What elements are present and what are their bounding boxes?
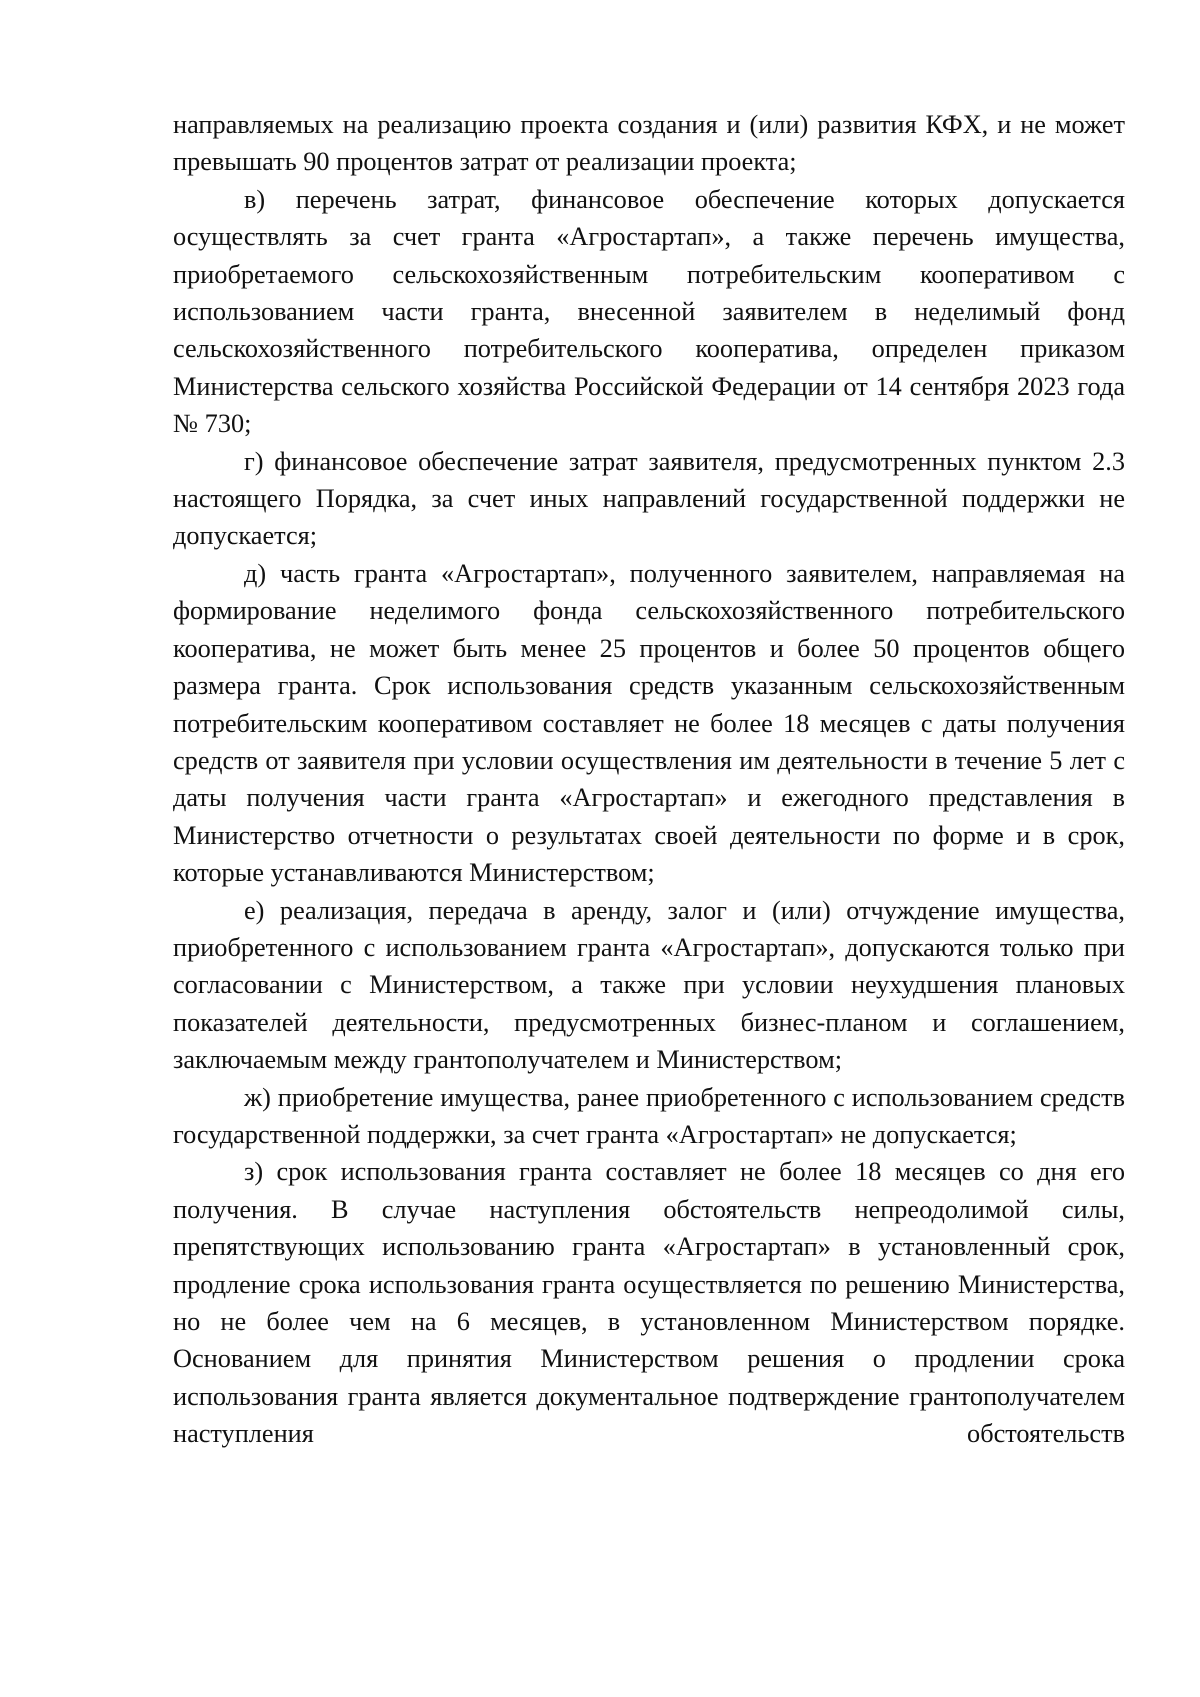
paragraph-item-z: з) срок использования гранта составляет не более 18 месяцев со дня его получения. В случае наступления обстоятельств непреодолимой силы, препятствующих использованию гранта «Агростартап» в установленный срок, продление срока использования гранта осуществляется по решению Министерства, но не более чем на 6 месяцев, в установленном Министерством порядке. Основанием для принятия Министерством решения о продлении срока использования гранта является документальное подтверждение грантополучателем наступления обстоятельств [173, 1157, 1125, 1449]
paragraph-item-v: в) перечень затрат, финансовое обеспечение которых допускается осуществлять за счет гранта «Агростартап», а также перечень имущества, приобретаемого сельскохозяйственным потребительским кооперативом с использованием части гранта, внесенной заявителем в неделимый фонд сельскохозяйственного потребительского кооператива, определен приказом Министерства сельского хозяйства Российской Федерации от 14 сентября 2023 года № 730; [173, 184, 1125, 439]
paragraph-item-e: е) реализация, передача в аренду, залог и (или) отчуждение имущества, приобретенного с использованием гранта «Агростартап», допускаются только при согласовании с Министерством, а также при условии неухудшения плановых показателей деятельности, предусмотренных бизнес-планом и соглашением, заключаемым между грантополучателем и Министерством; [173, 895, 1125, 1075]
paragraph-item-g: г) финансовое обеспечение затрат заявителя, предусмотренных пунктом 2.3 настоящего Порядка, за счет иных направлений государственной поддержки не допускается; [173, 446, 1125, 551]
paragraph-item-d: д) часть гранта «Агростартап», полученного заявителем, направляемая на формирование неделимого фонда сельскохозяйственного потребительского кооператива, не может быть менее 25 процентов и более 50 процентов общего размера гранта. Срок использования средств указанным сельскохозяйственным потребительским кооперативом составляет не более 18 месяцев с даты получения средств от заявителя при условии осуществления им деятельности в течение 5 лет с даты получения части гранта «Агростартап» и ежегодного представления в Министерство отчетности о результатах своей деятельности по форме и в срок, которые устанавливаются Министерством; [173, 558, 1125, 888]
paragraph-continuation: направляемых на реализацию проекта создания и (или) развития КФХ, и не может превышать 90 процентов затрат от реализации проекта; [173, 110, 1125, 177]
document-page [173, 106, 1125, 1453]
paragraph-item-zh: ж) приобретение имущества, ранее приобретенного с использованием средств государственной поддержки, за счет гранта «Агростартап» не допускается; [173, 1082, 1125, 1149]
